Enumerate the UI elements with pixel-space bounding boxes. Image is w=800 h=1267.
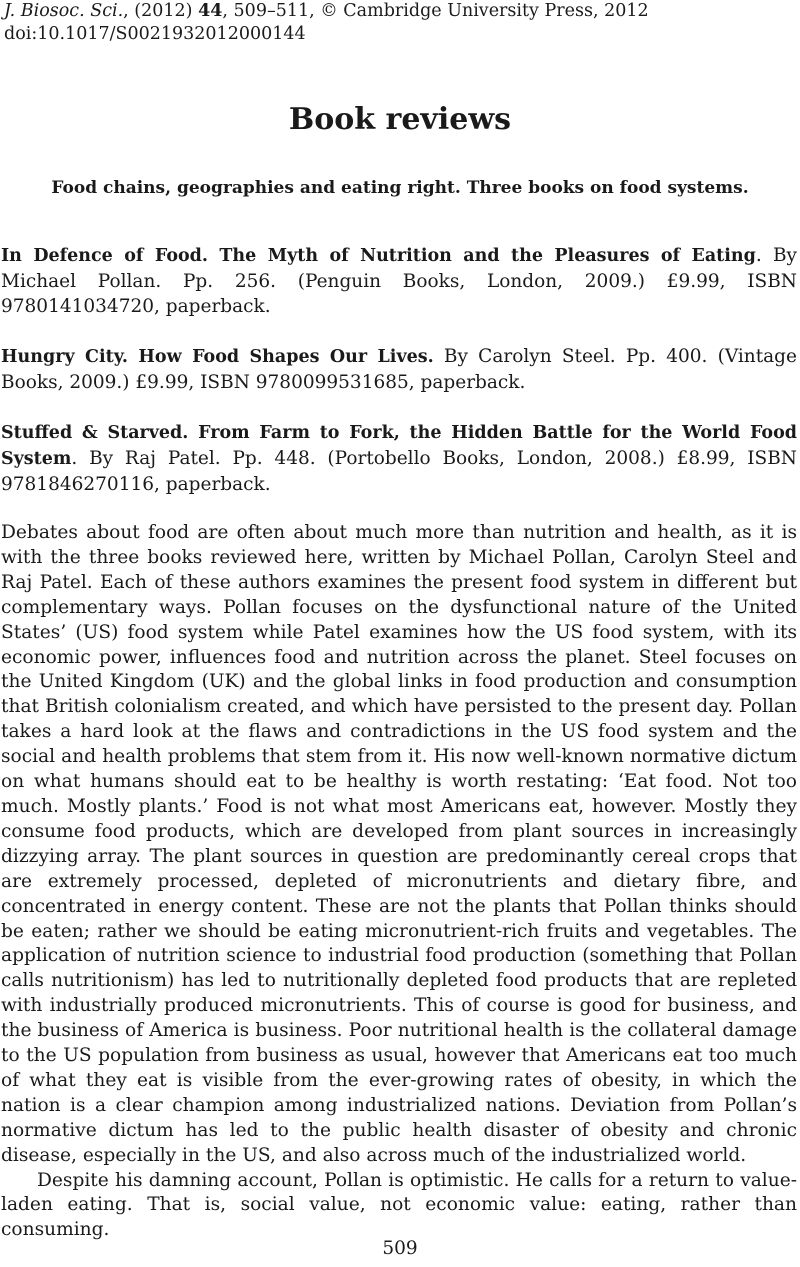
book-reference — [1, 243, 797, 319]
review-subtitle: Food chains, geographies and eating right. Three books on food systems. — [51, 178, 749, 198]
book-title: In Defence of Food. The Myth of Nutrition and the Pleasures of Eating — [1, 246, 756, 266]
book-reference — [1, 420, 797, 497]
citation-line — [4, 0, 649, 23]
book-title: Hungry City. How Food Shapes Our Lives. — [1, 347, 434, 367]
body-paragraph: Despite his damning account, Pollan is optimistic. He calls for a return to value-laden eating. That is, social value, not economic value: eating, rather than consuming. — [1, 1169, 797, 1241]
body-paragraph: Debates about food are often about much more than nutrition and health, as it is with the three books reviewed here, written by Michael Pollan, Carolyn Steel and Raj Patel. Each of these authors examines the present food system in different but complementary ways. Pollan focuses on the dysfunctional nature of the United States’ (US) food system while Patel examines how the US food system, with its economic power, influences food and nutrition across the planet. Steel focuses on the United Kingdom (UK) and the global links in food production and consumption that British colonialism created, and which have persisted to the present day. Pollan takes a hard look at the flaws and contradictions in the US food system and the social and health problems that stem from it. His now well-known normative dictum on what humans should eat to be healthy is worth restating: ‘Eat food. Not too much. Mostly plants.’ Food is not what most Americans eat, however. Mostly they consume food products, which are developed from plant sources in increasingly dizzying array. The plant sources in question are predominantly cereal crops that are extremely processed, depleted of micronutrients and dietary fibre, and concentrated in energy content. These are not the plants that Pollan thinks should be eaten; rather we should be eating micronutrient-rich fruits and vegetables. The application of nutrition science to industrial food production (something that Pollan calls nutritionism) has led to nutritionally depleted food products that are repleted with industrially produced micronutrients. This of course is good for business, and the business of America is business. Poor nutritional health is the collateral damage to the US population from business as usual, however that Americans eat too much of what they eat is visible from the ever-growing rates of obesity, in which the nation is a clear champion among industrialized nations. Deviation from Pollan’s normative dictum has led to the public health disaster of obesity and chronic disease, especially in the US, and also across much of the industrialized world. — [1, 522, 797, 1166]
citation-suffix: , 509–511, © Cambridge University Press, 2012 — [222, 1, 649, 21]
page-number: 509 — [382, 1238, 418, 1259]
running-head — [4, 0, 649, 46]
doi-line: doi:10.1017/S0021932012000144 — [4, 24, 306, 44]
reviewed-books-list — [1, 243, 797, 522]
book-details: . By Michael Pollan. Pp. 256. (Penguin Books, London, 2009.) £9.99, ISBN 9780141034720, paperback. — [1, 245, 797, 317]
review-body — [1, 521, 797, 1243]
book-reference — [1, 344, 797, 395]
book-details: By Carolyn Steel. Pp. 400. (Vintage Books, 2009.) £9.99, ISBN 9780099531685, paperback. — [1, 346, 797, 393]
book-title: Stuffed & Starved. From Farm to Fork, the Hidden Battle for the World Food System — [1, 423, 797, 469]
book-details: . By Raj Patel. Pp. 448. (Portobello Books, London, 2008.) £8.99, ISBN 9781846270116, paperback. — [1, 448, 797, 495]
volume-number: 44 — [198, 1, 223, 21]
section-title: Book reviews — [288, 102, 512, 137]
journal-name: J. Biosoc. Sci. — [4, 1, 124, 21]
citation-prefix: , (2012) — [123, 1, 199, 21]
